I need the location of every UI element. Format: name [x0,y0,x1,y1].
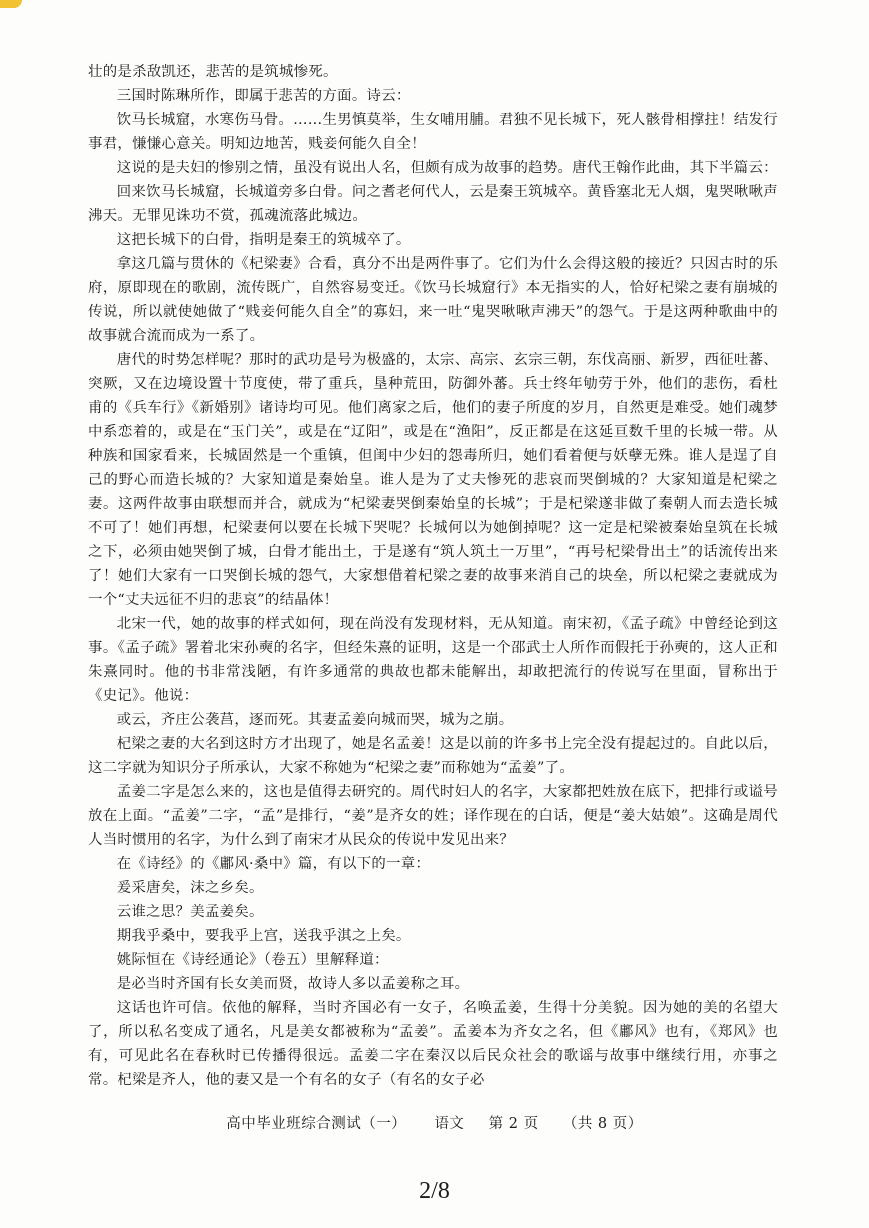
paragraph: 这说的是夫妇的惨别之情，虽没有说出人名，但颇有成为故事的趋势。唐代王翰作此曲，其下半篇云： [116,160,778,176]
corner-mark [0,0,22,8]
article-body [88,60,778,1092]
paragraph: 北宋一代，她的故事的样式如何，现在尚没有发现材料，无从知道。南宋初，《孟子疏》中曾经论到这事。《孟子疏》署着北宋孙奭的名字，但经朱熹的证明，这是一个邵武士人所作而假托于孙奭的，这人正和朱熹同时。他的书非常浅陋，有许多通常的典故也都未能解出，却敢把流行的传说写在里面，冒称出于《史记》。他说： [88,616,778,704]
paragraph: 唐代的时势怎样呢？那时的武功是号为极盛的，太宗、高宗、玄宗三朝，东伐高丽、新罗，西征吐蕃、突厥，又在边境设置十节度使，带了重兵，垦种荒田，防御外蕃。兵士终年劬劳于外，他们的悲伤，看杜甫的《兵车行》《新婚别》诸诗均可见。他们离家之后，他们的妻子所度的岁月，自然更是难受。她们魂梦中系恋着的，或是在“玉门关”，或是在“辽阳”，或是在“渔阳”，反正都是在这延亘数千里的长城一带。从种族和国家看来，长城固然是一个重镇，但闺中少妇的怨毒所归，她们看着便与妖孽无殊。谁人是逞了自己的野心而造长城的？大家知道是秦始皇。谁人是为了丈夫惨死的悲哀而哭倒城的？大家知道是杞梁之妻。这两件故事由联想而并合，就成为“杞梁妻哭倒秦始皇的长城”；于是杞梁遂非做了秦朝人而去造长城不可了！她们再想，杞梁妻何以要在长城下哭呢？长城何以为她倒掉呢？这一定是杞梁被秦始皇筑在长城之下，必须由她哭倒了城，白骨才能出土，于是遂有“筑人筑土一万里”，“再号杞梁骨出土”的话流传出来了！她们大家有一口哭倒长城的怨气，大家想借着杞梁之妻的故事来消自己的块垒，所以杞梁之妻就成为一个“丈夫远征不归的悲哀”的结晶体！ [88,352,778,608]
paragraph: 云谁之思？美孟姜矣。 [116,904,264,920]
paragraph: 期我乎桑中，要我乎上宫，送我乎淇之上矣。 [116,928,411,944]
paragraph: 是必当时齐国有长女美而贤，故诗人多以孟姜称之耳。 [116,976,470,992]
paragraph: 三国时陈琳所作，即属于悲苦的方面。诗云： [116,88,411,104]
paragraph: 或云，齐庄公袭莒，逐而死。其妻孟姜向城而哭，城为之崩。 [116,712,514,728]
paragraph: 壮的是杀敌凯还，悲苦的是筑城惨死。 [88,64,338,80]
paragraph: 姚际恒在《诗经通论》（卷五）里解释道： [116,952,389,968]
paragraph: 回来饮马长城窟，长城道旁多白骨。问之耆老何代人，云是秦王筑城卒。黄昏塞北无人烟，鬼哭啾啾声沸天。无罪见诛功不赏，孤魂流落此城边。 [88,184,778,224]
paragraph: 这话也许可信。依他的解释，当时齐国必有一女子，名唤孟姜，生得十分美貌。因为她的美的名望大了，所以私名变成了通名，凡是美女都被称为“孟姜”。孟姜本为齐女之名，但《鄘风》也有，《郑风》也有，可见此名在春秋时已传播得很远。孟姜二字在秦汉以后民众社会的歌谣与故事中继续行用，亦事之常。杞梁是齐人，他的妻又是一个有名的女子（有名的女子必 [88,1000,778,1088]
paragraph: 在《诗经》的《鄘风·桑中》篇，有以下的一章： [116,856,431,872]
paragraph: 杞梁之妻的大名到这时方才出现了，她是名孟姜！这是以前的许多书上完全没有提起过的。自此以后，这二字就为知识分子所承认，大家不称她为“杞梁之妻”而称她为“孟姜”了。 [88,736,778,776]
paragraph: 爰采唐矣，沫之乡矣。 [116,880,264,896]
paragraph: 这把长城下的白骨，指明是秦王的筑城卒了。 [116,232,411,248]
page-footer [0,1112,869,1133]
footer-subject: 语文 [434,1116,465,1132]
page-number: 2/8 [419,1178,450,1204]
paragraph: 拿这几篇与贯休的《杞梁妻》合看，真分不出是两件事了。它们为什么会得这般的接近？只因古时的乐府，原即现在的歌剧，流传既广，自然容易变迁。《饮马长城窟行》本无指实的人，恰好杞梁之妻有崩城的传说，所以就使她做了“贱妾何能久自全”的寡妇，来一吐“鬼哭啾啾声沸天”的怨气。于是这两种歌曲中的故事就合流而成为一系了。 [88,256,778,344]
paragraph: 饮马长城窟，水寒伤马骨。……生男慎莫举，生女哺用脯。君独不见长城下，死人骸骨相撑拄！结发行事君，慊慊心意关。明知边地苦，贱妾何能久自全！ [88,112,778,152]
footer-title: 高中毕业班综合测试（一） [226,1116,407,1132]
footer-total: （共 8 页） [562,1116,643,1132]
paragraph: 孟姜二字是怎么来的，这也是值得去研究的。周代时妇人的名字，大家都把姓放在底下，把排行或谥号放在上面。“孟姜”二字，“孟”是排行，“姜”是齐女的姓；译作现在的白话，便是“姜大姑娘”。这确是周代人当时惯用的名字，为什么到了南宋才从民众的传说中发见出来？ [88,784,778,848]
footer-page: 第 2 页 [488,1116,539,1132]
